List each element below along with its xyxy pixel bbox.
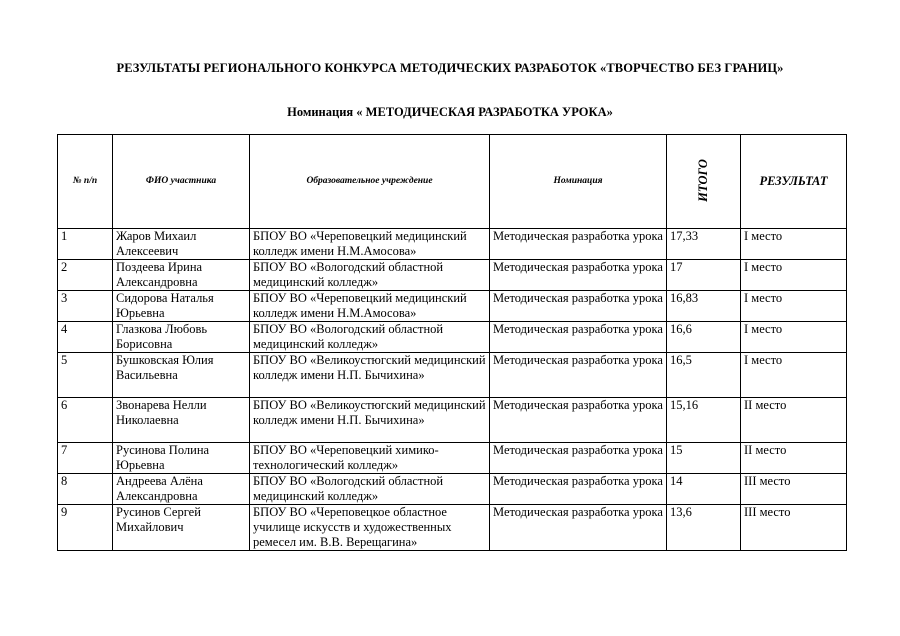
- cell-total: 17: [667, 260, 741, 291]
- results-table: [57, 134, 847, 551]
- table-row: [58, 398, 847, 443]
- header-institution: Образовательное учреждение: [250, 135, 490, 229]
- cell-name: Бушковская Юлия Васильевна: [113, 353, 250, 398]
- header-total: ИТОГО: [696, 159, 710, 202]
- cell-result: I место: [741, 322, 847, 353]
- cell-institution: БПОУ ВО «Великоустюгский медицинский колледж имени Н.П. Бычихина»: [250, 353, 490, 398]
- header-num: № п/п: [58, 135, 113, 229]
- cell-num: 2: [58, 260, 113, 291]
- cell-result: I место: [741, 291, 847, 322]
- cell-num: 4: [58, 322, 113, 353]
- page-title: РЕЗУЛЬТАТЫ РЕГИОНАЛЬНОГО КОНКУРСА МЕТОДИЧЕСКИХ РАЗРАБОТОК «ТВОРЧЕСТВО БЕЗ ГРАНИЦ»: [116, 61, 784, 75]
- cell-result: I место: [741, 229, 847, 260]
- cell-num: 5: [58, 353, 113, 398]
- cell-name: Русинова Полина Юрьевна: [113, 443, 250, 474]
- nomination-title: Номинация « МЕТОДИЧЕСКАЯ РАЗРАБОТКА УРОКА»: [287, 105, 613, 119]
- cell-name: Звонарева Нелли Николаевна: [113, 398, 250, 443]
- header-nomination: Номинация: [490, 135, 667, 229]
- cell-total: 15,16: [667, 398, 741, 443]
- cell-nomination: Методическая разработка урока: [490, 443, 667, 474]
- cell-nomination: Методическая разработка урока: [490, 260, 667, 291]
- cell-name: Русинов Сергей Михайлович: [113, 505, 250, 551]
- cell-num: 6: [58, 398, 113, 443]
- cell-num: 8: [58, 474, 113, 505]
- cell-num: 9: [58, 505, 113, 551]
- cell-result: III место: [741, 474, 847, 505]
- cell-institution: БПОУ ВО «Череповецкий медицинский колледж имени Н.М.Амосова»: [250, 291, 490, 322]
- header-name: ФИО участника: [113, 135, 250, 229]
- cell-name: Поздеева Ирина Александровна: [113, 260, 250, 291]
- cell-result: III место: [741, 505, 847, 551]
- cell-institution: БПОУ ВО «Великоустюгский медицинский колледж имени Н.П. Бычихина»: [250, 398, 490, 443]
- cell-total: 16,83: [667, 291, 741, 322]
- cell-nomination: Методическая разработка урока: [490, 322, 667, 353]
- cell-total: 15: [667, 443, 741, 474]
- header-total-cell: [667, 135, 741, 229]
- cell-institution: БПОУ ВО «Череповецкое областное училище искусств и художественных ремесел им. В.В. Верещагина»: [250, 505, 490, 551]
- header-result: РЕЗУЛЬТАТ: [741, 135, 847, 229]
- cell-result: I место: [741, 260, 847, 291]
- table-row: [58, 260, 847, 291]
- cell-total: 16,5: [667, 353, 741, 398]
- cell-result: II место: [741, 443, 847, 474]
- cell-name: Жаров Михаил Алексеевич: [113, 229, 250, 260]
- cell-institution: БПОУ ВО «Вологодский областной медицинский колледж»: [250, 322, 490, 353]
- table-row: [58, 353, 847, 398]
- cell-nomination: Методическая разработка урока: [490, 474, 667, 505]
- table-row: [58, 505, 847, 551]
- cell-total: 13,6: [667, 505, 741, 551]
- cell-name: Глазкова Любовь Борисовна: [113, 322, 250, 353]
- cell-result: II место: [741, 398, 847, 443]
- cell-result: I место: [741, 353, 847, 398]
- table-row: [58, 322, 847, 353]
- cell-nomination: Методическая разработка урока: [490, 353, 667, 398]
- cell-institution: БПОУ ВО «Череповецкий химико-технологический колледж»: [250, 443, 490, 474]
- cell-nomination: Методическая разработка урока: [490, 398, 667, 443]
- cell-num: 1: [58, 229, 113, 260]
- cell-total: 17,33: [667, 229, 741, 260]
- table-header-row: [58, 135, 847, 229]
- cell-name: Андреева Алёна Александровна: [113, 474, 250, 505]
- cell-num: 3: [58, 291, 113, 322]
- cell-institution: БПОУ ВО «Вологодский областной медицинский колледж»: [250, 474, 490, 505]
- cell-total: 14: [667, 474, 741, 505]
- cell-total: 16,6: [667, 322, 741, 353]
- cell-nomination: Методическая разработка урока: [490, 229, 667, 260]
- table-row: [58, 291, 847, 322]
- cell-nomination: Методическая разработка урока: [490, 291, 667, 322]
- cell-nomination: Методическая разработка урока: [490, 505, 667, 551]
- cell-institution: БПОУ ВО «Череповецкий медицинский колледж имени Н.М.Амосова»: [250, 229, 490, 260]
- cell-institution: БПОУ ВО «Вологодский областной медицинский колледж»: [250, 260, 490, 291]
- table-row: [58, 229, 847, 260]
- cell-name: Сидорова Наталья Юрьевна: [113, 291, 250, 322]
- cell-num: 7: [58, 443, 113, 474]
- table-row: [58, 443, 847, 474]
- table-row: [58, 474, 847, 505]
